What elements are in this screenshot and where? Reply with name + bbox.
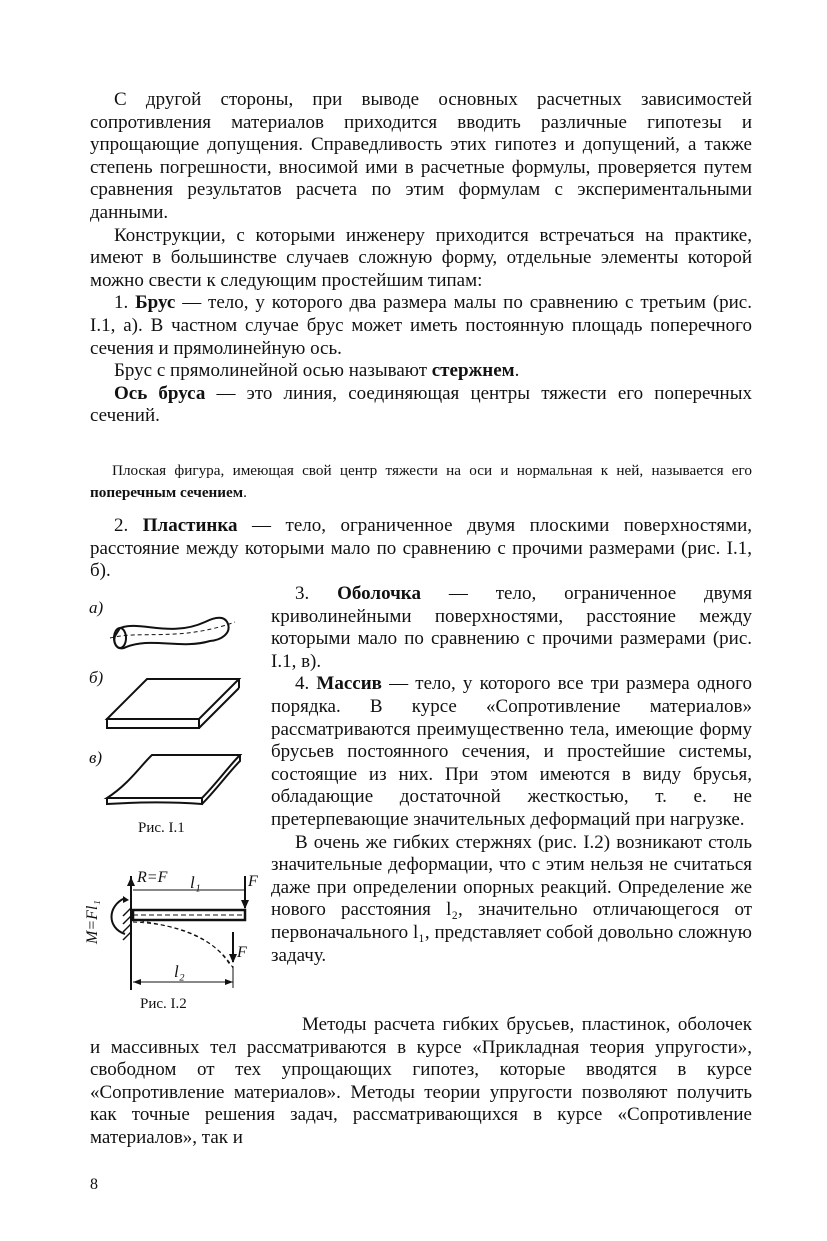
paragraph-7: 3. Оболочка — тело, ограниченное двумя криволинейными поверхностями, расстояние между которыми мало по сравнению с прочими размерами (рис. I.1, в). xyxy=(271,583,753,672)
paragraph-1: С другой стороны, при выводе основных расчетных зависимостей сопротивления материалов приходится вводить различные гипотезы и упрощающие допущения. Справедливость этих гипотез и допущений, а также степень погрешности, вносимой ими в расчетные формулы, проверяется путем сравнения результатов расчета по этим формулам с экспериментальными данными. xyxy=(90,89,752,223)
fig1-plate-drawing xyxy=(104,676,244,736)
paragraph-4: Брус с прямолинейной осью называют стержнем. xyxy=(114,360,520,382)
fig1-caption: Рис. I.1 xyxy=(138,820,185,836)
term-massiv: Массив xyxy=(316,673,382,695)
fig1-label-c: в) xyxy=(89,748,103,767)
term-obolochka: Оболочка xyxy=(337,583,421,604)
fig2-reaction-label: R=F xyxy=(137,869,168,886)
paragraph-block-plastinka xyxy=(90,515,752,583)
page-number: 8 xyxy=(90,1176,98,1193)
fig2-force-bottom-label: F xyxy=(237,944,247,961)
paragraph-3: 1. Брус — тело, у которого два размера малы по сравнению с третьим (рис. I.1, а). В частном случае брус может иметь постоянную площадь поперечного сечения и прямолинейную ось. xyxy=(90,292,752,359)
paragraph-6: 2. Пластинка — тело, ограниченное двумя плоскими поверхностями, расстояние между которыми мало по сравнению с прочими размерами (рис. I.1, б). xyxy=(90,515,753,582)
term-os-brusa: Ось бруса xyxy=(114,382,206,404)
side-column-text xyxy=(271,583,752,967)
fig1-label-b: б) xyxy=(89,668,104,687)
note-block xyxy=(90,460,752,504)
fig2-l2-label: l₂ xyxy=(174,962,185,981)
term-poperechnoe-sechenie: поперечным сечением xyxy=(90,484,244,501)
term-plastinka: Пластинка xyxy=(142,515,238,536)
term-sterzhen: стержнем xyxy=(431,360,515,382)
fig2-moment-label: M=Fl₁ xyxy=(84,900,101,944)
paragraph-2: Конструкции, с которыми инженеру приходится встречаться на практике, имеют в большинстве случаев сложную форму, отдельные элементы которой можно свести к следующим простейшим типам: xyxy=(90,224,752,291)
fig2-force-top-label: F xyxy=(248,873,258,890)
paragraph-9: В очень же гибких стержнях (рис. I.2) возникают столь значительные деформации, что с этим нельзя не считаться даже при определении опорных реакций. Определение же нового расстояния l₂, значительно отличающегося от первоначального l₁, представляет собой довольно сложную задачу. xyxy=(271,831,752,966)
term-brus: Брус xyxy=(135,292,176,314)
paragraph-8: 4. Массив — тело, у которого все три размера одного порядка. В курсе «Сопротивление материалов» рассматриваются преимущественно тела, имеющие форму брусьев постоянного сечения, и простейшие системы, состоящие из них. При этом имеются в виду брусья, обладающие достаточной жесткостью, т. е. не претерпевающие значительных деформаций при нагрузке. xyxy=(271,673,752,830)
fig1-label-a: а) xyxy=(89,598,104,617)
paragraph-block-bottom xyxy=(90,1014,752,1150)
fig2-l1-label: l₁ xyxy=(190,873,201,892)
fig1-shell-drawing xyxy=(104,752,244,812)
paragraph-10: Методы расчета гибких брусьев, пластинок, оболочек и массивных тел рассматриваются в курсе «Прикладная теория упругости», свободном от тех упрощающих гипотез, которые вводятся в курсе «Сопротивление материалов». Методы теории упругости позволяют получить как точные решения задач, рассматривающихся в курсе «Сопротивление материалов», так и xyxy=(90,1014,752,1148)
fig2-caption: Рис. I.2 xyxy=(140,996,187,1012)
fig1-bar-drawing xyxy=(110,600,240,660)
paragraph-block-top xyxy=(90,89,752,428)
note-paragraph: Плоская фигура, имеющая свой центр тяжести на оси и нормальная к ней, называется его поперечным сечением. xyxy=(90,462,752,501)
paragraph-5: Ось бруса — это линия, соединяющая центры тяжести его поперечных сечений. xyxy=(90,382,752,427)
